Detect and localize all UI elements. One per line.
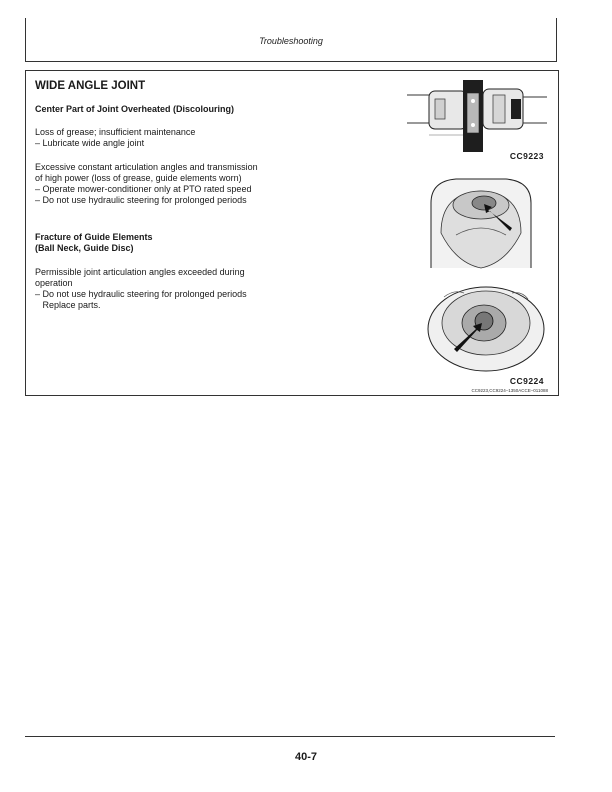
figure-label-cc9223: CC9223 — [509, 151, 544, 161]
section-title: WIDE ANGLE JOINT — [35, 80, 146, 92]
paragraph-loss-of-grease: Loss of grease; insufficient maintenance – Lubricate wide angle joint — [35, 127, 196, 148]
wide-angle-joint-illustration — [407, 77, 547, 157]
paragraph-permissible-angles: Permissible joint articulation angles exceeded during operation – Do not use hydraulic steering for prolonged periods Replace parts. — [35, 267, 247, 310]
content-panel — [25, 70, 559, 396]
subsection-heading-overheated: Center Part of Joint Overheated (Discolouring) — [35, 104, 235, 114]
header-title: Troubleshooting — [259, 36, 323, 46]
guide-disc-illustration — [426, 173, 536, 273]
ball-neck-illustration — [424, 277, 548, 373]
page-number: 40-7 — [294, 751, 318, 763]
figure-reference-code: CC9223,CC9224–1350ACCE–011088 — [471, 388, 548, 393]
figure-label-cc9224: CC9224 — [509, 376, 544, 386]
subsection-heading-fracture: Fracture of Guide Elements (Ball Neck, Guide Disc) — [35, 232, 153, 253]
page-header — [25, 18, 557, 62]
paragraph-excessive-angles: Excessive constant articulation angles and transmission of high power (loss of grease, guide elements worn) – Operate mower-conditioner only at PTO rated speed – Do not use hydraulic steering for prolonged periods — [35, 162, 258, 205]
footer-divider — [25, 736, 555, 737]
